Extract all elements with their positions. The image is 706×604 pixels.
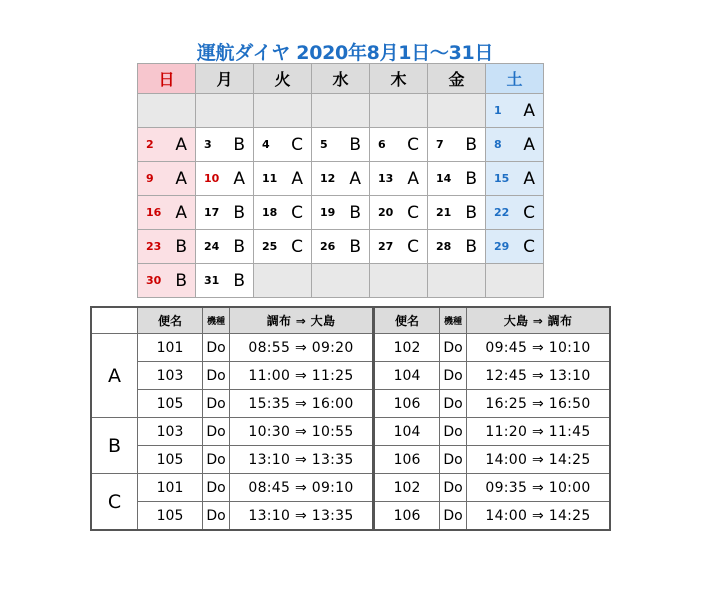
back-flight-number: 102 (374, 474, 440, 502)
calendar-day-cell (428, 128, 486, 162)
back-time: 12:45 ⇒ 13:10 (467, 362, 611, 390)
out-flight-number: 105 (138, 390, 203, 418)
calendar-day-number: 23 (146, 240, 162, 253)
calendar-day-code: C (523, 202, 535, 223)
out-flight-number: 101 (138, 474, 203, 502)
out-time: 11:00 ⇒ 11:25 (230, 362, 374, 390)
calendar-day-number: 10 (204, 172, 220, 185)
calendar-day-cell (196, 162, 254, 196)
weekday-thu: 木 (370, 64, 428, 94)
back-aircraft-type: Do (440, 362, 467, 390)
out-aircraft-type: Do (203, 502, 230, 531)
calendar-day-number: 20 (378, 206, 394, 219)
out-aircraft-type: Do (203, 418, 230, 446)
calendar-day-number: 26 (320, 240, 336, 253)
calendar-day-cell (196, 196, 254, 230)
back-flight-number: 102 (374, 334, 440, 362)
back-flight-number: 106 (374, 446, 440, 474)
schedule-header-row (91, 307, 610, 334)
calendar-day-code: C (291, 202, 303, 223)
calendar-week-row (138, 230, 544, 264)
calendar-day-cell (254, 196, 312, 230)
calendar-day-cell (370, 128, 428, 162)
out-time: 13:10 ⇒ 13:35 (230, 502, 374, 531)
calendar-day-cell (486, 94, 544, 128)
calendar-day-number: 4 (262, 138, 270, 151)
calendar-day-code: A (175, 134, 187, 155)
calendar-day-code: C (523, 236, 535, 257)
calendar-day-code: B (349, 134, 361, 155)
calendar-day-number: 2 (146, 138, 154, 151)
calendar-day-cell (312, 128, 370, 162)
schedule-body (91, 334, 610, 531)
out-flight-number: 105 (138, 502, 203, 531)
calendar-day-cell (254, 230, 312, 264)
calendar-week-row (138, 94, 544, 128)
calendar-day-cell (428, 196, 486, 230)
calendar-day-number: 1 (494, 104, 502, 117)
header-flight-out: 便名 (138, 307, 203, 334)
calendar-day-code: C (407, 134, 419, 155)
calendar-day-cell (254, 128, 312, 162)
schedule-header-blank (91, 307, 138, 334)
calendar-week-row (138, 264, 544, 298)
calendar-day-cell (486, 196, 544, 230)
calendar-empty-cell (312, 94, 370, 128)
calendar-day-number: 14 (436, 172, 452, 185)
calendar-day-code: A (407, 168, 419, 189)
schedule-row (91, 390, 610, 418)
header-route-back: 大島 ⇒ 調布 (467, 307, 611, 334)
calendar-day-code: B (465, 168, 477, 189)
out-time: 13:10 ⇒ 13:35 (230, 446, 374, 474)
calendar-day-code: B (465, 134, 477, 155)
back-aircraft-type: Do (440, 334, 467, 362)
calendar-day-code: B (465, 236, 477, 257)
back-flight-number: 104 (374, 418, 440, 446)
out-aircraft-type: Do (203, 390, 230, 418)
back-time: 09:35 ⇒ 10:00 (467, 474, 611, 502)
calendar-day-code: C (407, 236, 419, 257)
out-flight-number: 101 (138, 334, 203, 362)
back-time: 09:45 ⇒ 10:10 (467, 334, 611, 362)
page-title: 運航ダイヤ 2020年8月1日～31日 (196, 42, 494, 64)
calendar-day-code: B (233, 202, 245, 223)
out-time: 15:35 ⇒ 16:00 (230, 390, 374, 418)
calendar-day-cell (138, 162, 196, 196)
out-aircraft-type: Do (203, 474, 230, 502)
out-aircraft-type: Do (203, 446, 230, 474)
weekday-tue: 火 (254, 64, 312, 94)
calendar-day-cell (196, 264, 254, 298)
calendar-day-code: B (233, 134, 245, 155)
calendar-day-code: A (175, 168, 187, 189)
calendar-empty-cell (254, 264, 312, 298)
calendar-day-code: A (233, 168, 245, 189)
back-aircraft-type: Do (440, 418, 467, 446)
schedule-row (91, 474, 610, 502)
calendar-day-number: 21 (436, 206, 452, 219)
calendar-day-cell (138, 230, 196, 264)
calendar-body (138, 94, 544, 298)
calendar-empty-cell (370, 264, 428, 298)
calendar-day-number: 28 (436, 240, 452, 253)
out-flight-number: 105 (138, 446, 203, 474)
schedule-group-label: C (91, 474, 138, 531)
calendar-day-number: 15 (494, 172, 510, 185)
calendar-day-cell (370, 230, 428, 264)
calendar-empty-cell (428, 264, 486, 298)
calendar-day-number: 30 (146, 274, 162, 287)
calendar-day-code: B (349, 202, 361, 223)
calendar-day-code: B (465, 202, 477, 223)
header-route-out: 調布 ⇒ 大島 (230, 307, 374, 334)
calendar-day-cell (312, 230, 370, 264)
calendar (137, 63, 544, 298)
out-flight-number: 103 (138, 362, 203, 390)
calendar-empty-cell (312, 264, 370, 298)
calendar-empty-cell (254, 94, 312, 128)
calendar-day-code: A (523, 100, 535, 121)
calendar-day-number: 29 (494, 240, 510, 253)
calendar-day-cell (428, 230, 486, 264)
out-time: 08:55 ⇒ 09:20 (230, 334, 374, 362)
calendar-day-number: 18 (262, 206, 278, 219)
back-aircraft-type: Do (440, 502, 467, 531)
calendar-day-number: 16 (146, 206, 162, 219)
calendar-day-cell (196, 128, 254, 162)
calendar-day-number: 9 (146, 172, 154, 185)
back-time: 16:25 ⇒ 16:50 (467, 390, 611, 418)
back-time: 14:00 ⇒ 14:25 (467, 446, 611, 474)
schedule-row (91, 418, 610, 446)
calendar-day-cell (312, 162, 370, 196)
schedule-row (91, 502, 610, 531)
calendar-day-code: B (349, 236, 361, 257)
calendar-day-code: A (523, 134, 535, 155)
calendar-week-row (138, 128, 544, 162)
calendar-week-row (138, 196, 544, 230)
calendar-day-code: C (407, 202, 419, 223)
back-time: 11:20 ⇒ 11:45 (467, 418, 611, 446)
calendar-day-cell (486, 162, 544, 196)
calendar-day-code: B (175, 236, 187, 257)
weekday-sat: 土 (486, 64, 544, 94)
back-flight-number: 106 (374, 390, 440, 418)
calendar-day-cell (254, 162, 312, 196)
calendar-day-cell (370, 196, 428, 230)
calendar-day-code: A (175, 202, 187, 223)
calendar-day-cell (370, 162, 428, 196)
schedule-group-label: B (91, 418, 138, 474)
calendar-day-number: 17 (204, 206, 220, 219)
schedule-table (90, 306, 611, 531)
calendar-day-cell (196, 230, 254, 264)
weekday-fri: 金 (428, 64, 486, 94)
out-time: 10:30 ⇒ 10:55 (230, 418, 374, 446)
schedule-row (91, 334, 610, 362)
schedule-row (91, 446, 610, 474)
calendar-day-number: 25 (262, 240, 278, 253)
calendar-day-number: 11 (262, 172, 278, 185)
header-aircraft-out: 機種 (203, 307, 230, 334)
calendar-day-number: 24 (204, 240, 220, 253)
out-aircraft-type: Do (203, 334, 230, 362)
calendar-day-number: 31 (204, 274, 220, 287)
calendar-empty-cell (196, 94, 254, 128)
back-aircraft-type: Do (440, 474, 467, 502)
calendar-empty-cell (370, 94, 428, 128)
back-aircraft-type: Do (440, 390, 467, 418)
header-flight-back: 便名 (374, 307, 440, 334)
calendar-empty-cell (138, 94, 196, 128)
schedule-group-label: A (91, 334, 138, 418)
out-flight-number: 103 (138, 418, 203, 446)
calendar-day-cell (486, 230, 544, 264)
weekday-sun: 日 (138, 64, 196, 94)
back-flight-number: 106 (374, 502, 440, 531)
calendar-day-number: 13 (378, 172, 394, 185)
weekday-wed: 水 (312, 64, 370, 94)
back-flight-number: 104 (374, 362, 440, 390)
calendar-day-cell (138, 264, 196, 298)
calendar-day-code: C (291, 236, 303, 257)
calendar-day-cell (428, 162, 486, 196)
calendar-day-number: 27 (378, 240, 394, 253)
header-aircraft-back: 機種 (440, 307, 467, 334)
calendar-day-number: 6 (378, 138, 386, 151)
calendar-day-number: 5 (320, 138, 328, 151)
calendar-day-cell (138, 196, 196, 230)
calendar-day-cell (486, 128, 544, 162)
calendar-empty-cell (428, 94, 486, 128)
back-time: 14:00 ⇒ 14:25 (467, 502, 611, 531)
calendar-day-code: B (233, 236, 245, 257)
calendar-week-row (138, 162, 544, 196)
out-time: 08:45 ⇒ 09:10 (230, 474, 374, 502)
calendar-day-number: 19 (320, 206, 336, 219)
calendar-day-number: 8 (494, 138, 502, 151)
back-aircraft-type: Do (440, 446, 467, 474)
calendar-day-code: B (233, 270, 245, 291)
calendar-day-number: 3 (204, 138, 212, 151)
calendar-day-number: 22 (494, 206, 510, 219)
calendar-day-cell (138, 128, 196, 162)
calendar-day-cell (312, 196, 370, 230)
calendar-day-code: C (291, 134, 303, 155)
calendar-day-code: B (175, 270, 187, 291)
calendar-weekday-row (138, 64, 544, 94)
calendar-day-number: 7 (436, 138, 444, 151)
calendar-day-code: A (291, 168, 303, 189)
out-aircraft-type: Do (203, 362, 230, 390)
calendar-day-code: A (349, 168, 361, 189)
calendar-empty-cell (486, 264, 544, 298)
calendar-day-code: A (523, 168, 535, 189)
schedule-row (91, 362, 610, 390)
calendar-day-number: 12 (320, 172, 336, 185)
weekday-mon: 月 (196, 64, 254, 94)
